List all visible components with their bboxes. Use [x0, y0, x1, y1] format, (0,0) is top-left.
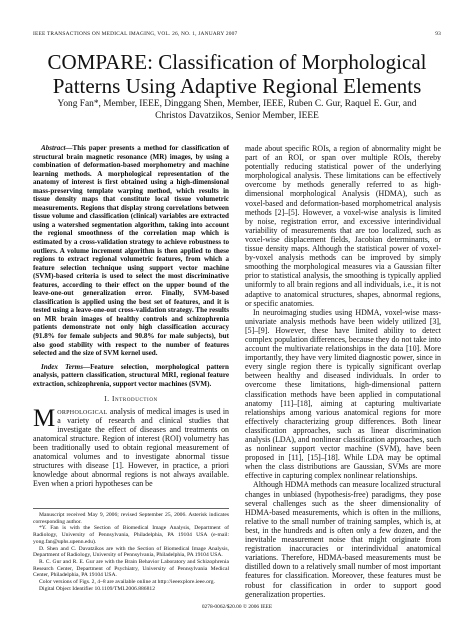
introduction-paragraph — [33, 405, 229, 488]
drop-cap: M — [33, 405, 56, 433]
intro-lead-word: orphological — [57, 407, 108, 417]
index-terms-text: Feature selection, morphological pattern analysis, pattern classification, structural MRI, regional feature extraction, schizophrenia, support vector machines (SVM). — [33, 362, 229, 388]
author-line-1: Yong Fan*, Member, IEEE, Dinggang Shen, Member, IEEE, Ruben C. Gur, Raquel E. Gur, and — [57, 99, 417, 109]
running-head — [33, 31, 441, 37]
footnote-doi: Digital Object Identifier 10.1109/TMI.2006.886812 — [39, 585, 155, 592]
abstract-label: Abstract— — [41, 144, 73, 152]
footnote-manuscript: Manuscript received May 9, 2006; revised September 25, 2006. Asterisk indicates corresponding author. — [33, 512, 229, 525]
footnote-color-figs: Color versions of Figs. 2, 4–8 are available online at http://ieeexplore.ieee.org. — [39, 579, 215, 586]
footnote-author-fan: *Y. Fan is with the Section of Biomedical Image Analysis, Department of Radiology, University of Pennsylvania, Philadelphia, PA 19104 USA (e-mail: yong.fan@uphs.upenn.edu). — [33, 525, 229, 545]
abstract — [33, 144, 229, 358]
intro-text: analysis of medical images is used in a variety of research and clinical studies that investigate the effect of diseases and treatments on anatomical structure. Region of interest (ROI) volumetry has been traditionally used to obtain regional measurement of anatomical volumes and to investigate abnormal tissue structures with disease [1]. However, in practice, a priori knowledge about abnormal regions is not always available. Even when a priori hypotheses can be — [33, 407, 229, 488]
footnote-author-shen: D. Shen and C. Davatzikos are with the Section of Biomedical Image Analysis, Department of Radiology, University of Pennsylvania, Philadelphia, PA 19104 USA. — [33, 545, 229, 559]
paper-title: COMPARE: Classification of Morphological Patterns Using Adaptive Regional Elements — [47, 50, 427, 98]
body-paragraph: Although HDMA methods can measure localized structural changes in unbiased (hypothesis-free) paradigms, they pose several challenges such as the sheer dimensionality of HDMA-based measurements, which is often in the millions, relative to the small number of training samples, which is, at best, in the hundreds and is often only a few dozen, and the inevitable measurement noise that might originate from registration inaccuracies or interindividual anatomical variations. Therefore, HDMA-based measurements must be distilled down to a relatively small number of most important features for classification. Moreover, these features must be robust for classification in order to support good generalization properties. — [245, 480, 441, 599]
page-number: 93 — [435, 31, 441, 37]
right-column — [245, 144, 441, 599]
journal-info: IEEE TRANSACTIONS ON MEDICAL IMAGING, VOL. 26, NO. 1, JANUARY 2007 — [33, 31, 238, 37]
author-line-2: Christos Davatzikos, Senior Member, IEEE — [155, 110, 319, 121]
footnotes — [33, 508, 229, 592]
body-paragraph: made about specific ROIs, a region of abnormality might be part of an ROI, or span over multiple ROIs, thereby potentially reducing statistical power of the underlying morphological analysis. These limitations can be effectively overcome by methods generally referred to as high-dimensional morphological Analysis (HDMA), such as voxel-based and deformation-based morphometrical analysis methods [2]–[5]. However, a voxel-wise analysis is limited by noise, registration error, and excessive interindividual variability of measurements that are too localized, such as voxel-wise displacement fields, Jacobian determinants, or tissue density maps. Although the statistical power of voxel-by-voxel analysis methods can be improved by simply smoothing the morphological measures via a Gaussian filter prior to statistical analysis, the smoothing is typically applied uniformly to all brain regions and all individuals, i.e., it is not adaptive to anatomical structures, shapes, abnormal regions, or specific anatomies. — [245, 144, 441, 308]
copyright-line: 0278-0062/$20.00 © 2006 IEEE — [201, 604, 273, 610]
index-terms — [33, 363, 229, 389]
body-paragraph: In neuroimaging studies using HDMA, voxel-wise mass-univariate analysis methods have been widely utilized [3], [5]–[9]. However, these have limited ability to detect complex population differences, because they do not take into account the multivariate relationships in the data [10]. More importantly, they have very limited diagnostic power, since in every single region there is typically significant overlap between healthy and diseased individuals. In order to overcome these limitations, high-dimensional pattern classification methods have been applied in computational anatomy [11]–[18], aiming at capturing multivariate relationships among various anatomical regions for more effectively characterizing group differences. Both linear classification approaches, such as linear discrimination analysis (LDA), and nonlinear classification approaches, such as nonlinear support vector machine (SVM), have been proposed in [11], [15]–[18]. While LDA may be optimal when the class distributions are Gaussian, SVMs are more effective in capturing complex nonlinear relationships. — [245, 307, 441, 481]
author-list — [40, 99, 434, 122]
abstract-text: This paper presents a method for classification of structural brain magnetic resonance (MR) images, by using a combination of deformation-based morphometry and machine learning methods. A morphological representation of the anatomy of interest is first obtained using a high-dimensional mass-preserving template warping method, which results in tissue density maps that constitute local tissue volumetric measurements. Regions that display strong correlations between tissue volume and classification (clinical) variables are extracted using a watershed segmentation algorithm, taking into account the regional smoothness of the correlation map which is estimated by a cross-validation strategy to achieve robustness to outliers. A volume increment algorithm is then applied to these regions to extract regional volumetric features, from which a feature selection technique using support vector machine (SVM)-based criteria is used to select the most discriminative features, according to their effect on the upper bound of the leave-one-out generalization error. Finally, SVM-based classification is applied using the best set of features, and it is tested using a leave-one-out cross-validation strategy. The results on MR brain images of healthy controls and schizophrenia patients demonstrate not only high classification accuracy (91.8% for female subjects and 90.8% for male subjects), but also good stability with respect to the number of features selected and the size of SVM kernel used. — [33, 144, 229, 358]
section-heading: I. Introduction — [104, 395, 158, 404]
footnote-author-gur: R. C. Gur and R. E. Gur are with the Brain Behavior Laboratory and Schizophrenia Research Center, Department of Psychiatry, University of Pennsylvania Medical Center, Philadelphia, PA 19104 USA. — [33, 558, 229, 579]
left-column — [33, 144, 229, 488]
index-terms-label: Index Terms— — [41, 362, 91, 371]
